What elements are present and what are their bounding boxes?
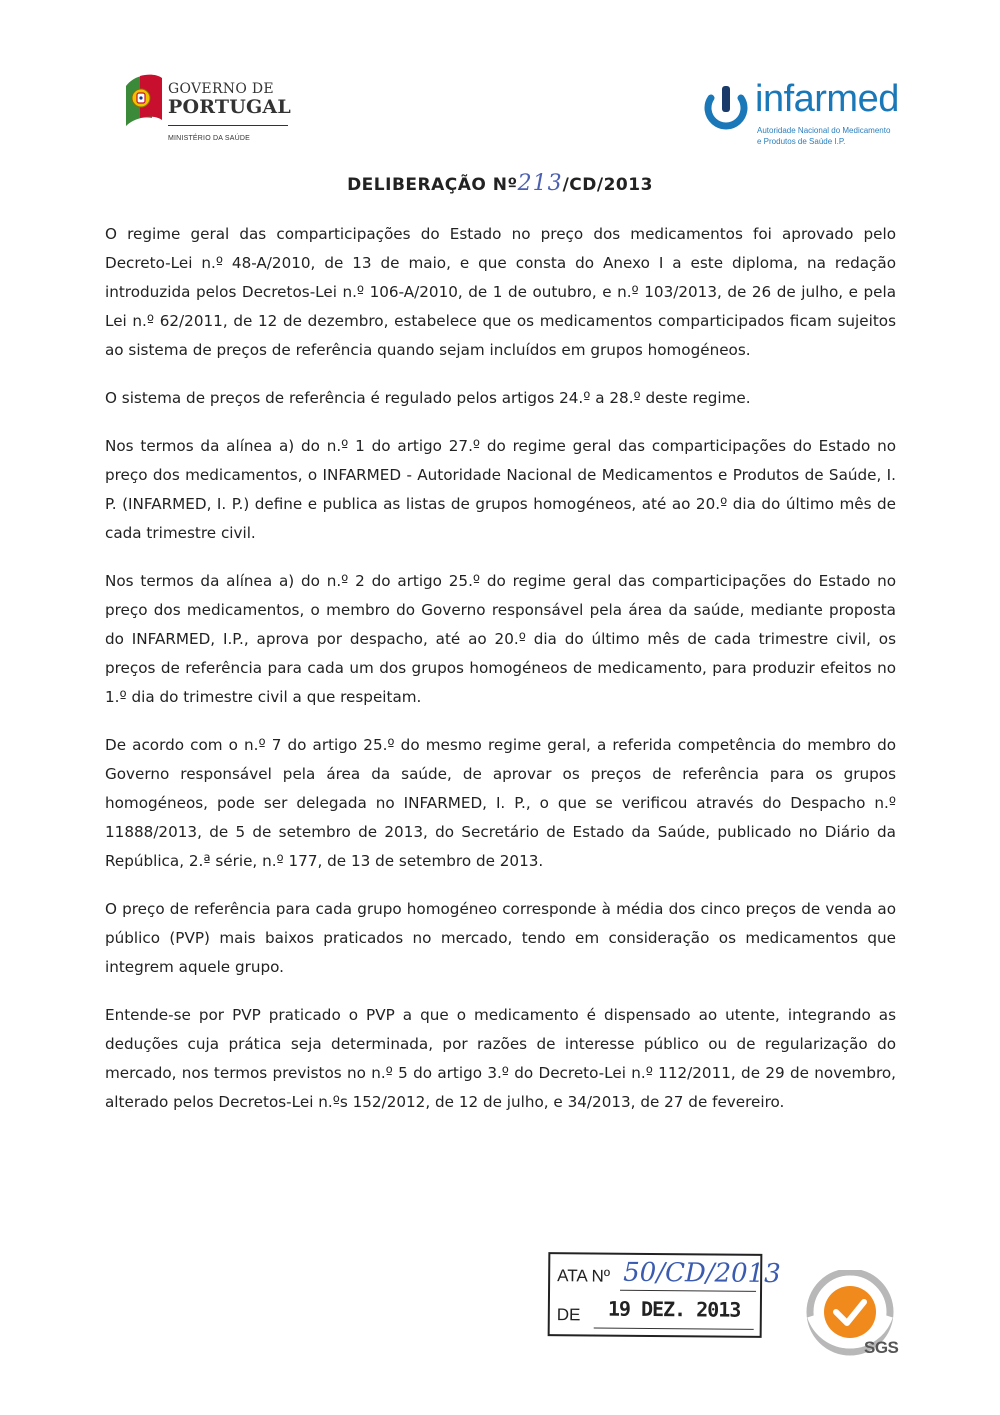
gov-divider	[168, 125, 288, 126]
ata-label: ATA Nº	[557, 1266, 611, 1286]
document-body	[105, 220, 896, 1136]
infarmed-subtitle	[757, 125, 890, 147]
paragraph: Nos termos da alínea a) do n.º 2 do artigo 25.º do regime geral das comparticipações do Estado no preço dos medicamentos, o membro do Governo responsável pela área da saúde, mediante proposta do INFARMED, I.P., aprova por despacho, até ao 20.º dia do último mês de cada trimestre civil, os preços de referência para cada um dos grupos homogéneos de medicamento, para produzir efeitos no 1.º dia do trimestre civil a que respeitam.	[105, 572, 896, 706]
paragraph: Entende-se por PVP praticado o PVP a que o medicamento é dispensado ao utente, integrando as deduções cuja prática seja determinada, por razões de interesse público ou de regularização do mercado, nos termos previstos no n.º 5 do artigo 3.º do Decreto-Lei n.º 112/2011, de 29 de novembro, alterado pelos Decretos-Lei n.ºs 152/2012, de 12 de julho, e 34/2013, de 27 de fevereiro.	[105, 1006, 896, 1111]
infarmed-logo	[703, 78, 903, 154]
letterhead	[0, 0, 1000, 160]
paragraph: O sistema de preços de referência é regulado pelos artigos 24.º a 28.º deste regime.	[105, 389, 751, 407]
handwritten-deliberation-number: 213	[517, 171, 563, 196]
sgs-label: SGS	[864, 1338, 899, 1357]
title-suffix: /CD/2013	[562, 175, 653, 195]
paragraph: O preço de referência para cada grupo homogéneo corresponde à média dos cinco preços de venda ao público (PVP) mais baixos praticados no mercado, tendo em consideração os medicamentos que integrem aquele grupo.	[105, 900, 896, 976]
infarmed-mark-icon	[703, 84, 749, 132]
minutes-stamp	[548, 1252, 781, 1338]
gov-line1: GOVERNO DE	[168, 81, 274, 97]
paragraph: O regime geral das comparticipações do Estado no preço dos medicamentos foi aprovado pelo Decreto-Lei n.º 48-A/2010, de 13 de maio, e que consta do Anexo I a este diploma, na redação introduzida pelos Decretos-Lei n.º 106-A/2010, de 1 de outubro, e n.º 103/2013, de 26 de julho, e pela Lei n.º 62/2011, de 12 de dezembro, estabelece que os medicamentos comparticipados ficam sujeitos ao sistema de preços de referência quando sejam incluídos em grupos homogéneos.	[105, 225, 896, 359]
de-underline	[594, 1327, 754, 1329]
infarmed-wordmark: infarmed	[755, 78, 899, 120]
ministry-label: MINISTÉRIO DA SAÚDE	[168, 135, 250, 142]
title-prefix: DELIBERAÇÃO Nº	[347, 175, 518, 195]
ata-underline	[620, 1290, 756, 1292]
portugal-flag-icon	[122, 72, 164, 128]
sgs-certification-seal	[804, 1270, 900, 1360]
paragraph: Nos termos da alínea a) do n.º 1 do artigo 27.º do regime geral das comparticipações do Estado no preço dos medicamentos, o INFARMED - Autoridade Nacional de Medicamentos e Produtos de Saúde, I. P. (INFARMED, I. P.) define e publica as listas de grupos homogéneos, até ao 20.º dia do último mês de cada trimestre civil.	[105, 437, 896, 542]
ata-handwritten-value: 50/CD/2013	[623, 1257, 781, 1290]
de-label: DE	[556, 1305, 581, 1325]
document-title	[0, 171, 1000, 196]
gov-line2: PORTUGAL	[168, 96, 291, 118]
de-date-value: 19 DEZ. 2013	[607, 1296, 741, 1322]
infarmed-subtitle-line1: Autoridade Nacional do Medicamento	[757, 126, 891, 135]
infarmed-subtitle-line2: e Produtos de Saúde I.P.	[757, 137, 846, 146]
paragraph: De acordo com o n.º 7 do artigo 25.º do mesmo regime geral, a referida competência do membro do Governo responsável pela área da saúde, de aprovar os preços de referência para os grupos homogéneos, pode ser delegada no INFARMED, I. P., o que se verificou através do Despacho n.º 11888/2013, de 5 de setembro de 2013, do Secretário de Estado da Saúde, publicado no Diário da República, 2.ª série, n.º 177, de 13 de setembro de 2013.	[105, 736, 896, 870]
governo-de-portugal-logo	[122, 72, 291, 152]
